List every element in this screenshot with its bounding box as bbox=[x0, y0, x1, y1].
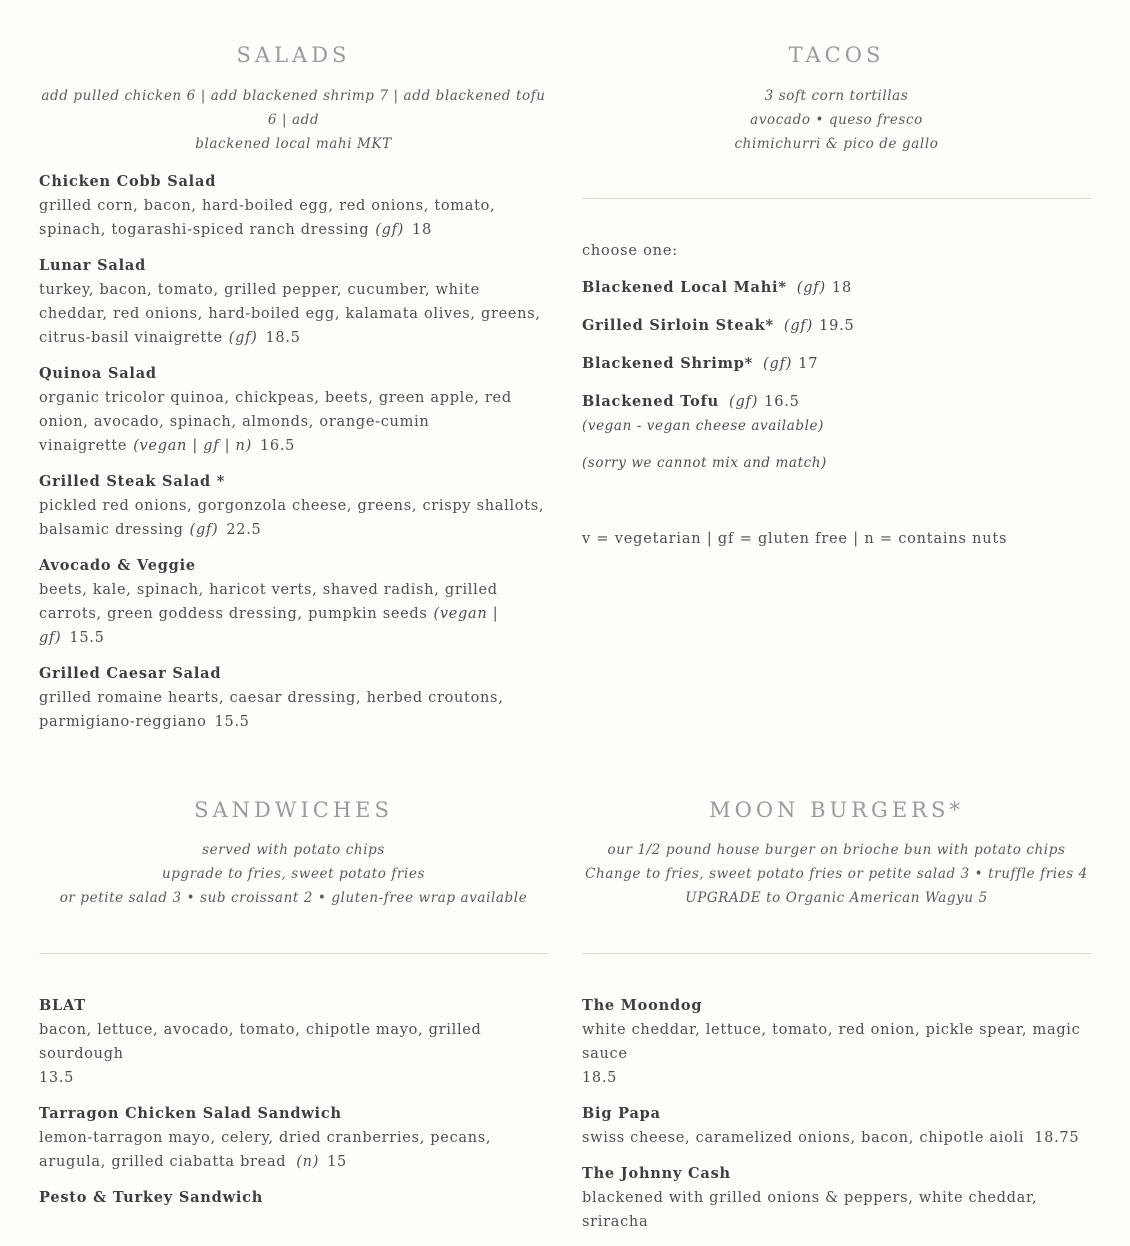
taco-option bbox=[582, 314, 1091, 338]
item-name: Blackened Shrimp* bbox=[582, 355, 754, 372]
item-name: Tarragon Chicken Salad Sandwich bbox=[39, 1105, 342, 1122]
menu-item bbox=[39, 1186, 548, 1210]
diet-tag: (gf) bbox=[763, 356, 793, 372]
tacos-subtitle-line: 3 soft corn tortillas bbox=[764, 88, 909, 104]
choose-one-label: choose one: bbox=[582, 243, 678, 259]
tacos-subtitle-line: avocado • queso fresco bbox=[750, 112, 923, 128]
item-price: 18.5 bbox=[582, 1070, 618, 1086]
sandwiches-subtitle-line: upgrade to fries, sweet potato fries bbox=[161, 866, 426, 882]
item-name: The Moondog bbox=[582, 997, 703, 1014]
diet-tag: (gf) bbox=[729, 394, 759, 410]
diet-tag: (n) bbox=[296, 1154, 320, 1170]
item-name: Grilled Sirloin Steak* bbox=[582, 317, 774, 334]
diet-tag: (vegan | gf) bbox=[39, 606, 499, 646]
diet-tag: (vegan | gf | n) bbox=[133, 438, 252, 454]
diet-tag: (gf) bbox=[375, 222, 405, 238]
burgers-title: MOON BURGERS* bbox=[709, 798, 964, 822]
burgers-subtitle-line: Change to fries, sweet potato fries or petite salad 3 • truffle fries 4 bbox=[585, 866, 1088, 882]
salads-subtitle-line: add pulled chicken 6 | add blackened shrimp 7 | add blackened tofu 6 | add bbox=[41, 88, 546, 128]
item-description bbox=[39, 494, 548, 542]
item-desc-text: pickled red onions, gorgonzola cheese, greens, crispy shallots, balsamic dressing bbox=[39, 498, 545, 538]
item-description bbox=[582, 1186, 1091, 1234]
item-name: Quinoa Salad bbox=[39, 365, 157, 382]
burgers-list bbox=[582, 994, 1091, 1246]
burgers-subtitle-line: our 1/2 pound house burger on brioche bun with potato chips bbox=[607, 842, 1066, 858]
menu-item bbox=[39, 554, 548, 650]
menu-item bbox=[39, 362, 548, 458]
item-name: Lunar Salad bbox=[39, 257, 147, 274]
menu-item bbox=[39, 662, 548, 734]
item-name: Grilled Steak Salad * bbox=[39, 473, 226, 490]
item-desc-text: swiss cheese, caramelized onions, bacon, chipotle aioli bbox=[582, 1130, 1025, 1146]
item-description bbox=[39, 278, 548, 350]
salads-title: SALADS bbox=[236, 43, 351, 67]
item-description bbox=[39, 194, 548, 242]
sandwiches-subtitle-line: or petite salad 3 • sub croissant 2 • gluten-free wrap available bbox=[59, 890, 528, 906]
sandwiches-divider bbox=[39, 953, 548, 954]
tacos-section bbox=[582, 40, 1091, 560]
item-description bbox=[39, 578, 548, 650]
sandwiches-title: SANDWICHES bbox=[194, 798, 393, 822]
sandwiches-list bbox=[39, 994, 548, 1222]
menu-item bbox=[39, 170, 548, 242]
item-price: 15 bbox=[327, 1154, 347, 1170]
diet-tag: (gf) bbox=[796, 280, 826, 296]
menu-item bbox=[39, 470, 548, 542]
item-price: 16.5 bbox=[259, 438, 296, 454]
menu-item bbox=[39, 994, 548, 1090]
taco-option bbox=[582, 276, 1091, 300]
tacos-subtitle bbox=[582, 84, 1091, 156]
sandwiches-subtitle-line: served with potato chips bbox=[202, 842, 385, 858]
burgers-subtitle-line: UPGRADE to Organic American Wagyu 5 bbox=[685, 890, 988, 906]
item-desc-text: blackened with grilled onions & peppers, white cheddar, sriracha bbox=[582, 1190, 1038, 1230]
item-name: Chicken Cobb Salad bbox=[39, 173, 217, 190]
diet-tag: (gf) bbox=[228, 330, 258, 346]
dietary-legend: v = vegetarian | gf = gluten free | n = contains nuts bbox=[582, 531, 1008, 547]
item-desc-text: organic tricolor quinoa, chickpeas, beets, green apple, red onion, avocado, spinach, almonds, orange-cumin vinaigrette bbox=[39, 390, 512, 454]
item-desc-text: turkey, bacon, tomato, grilled pepper, cucumber, white cheddar, red onions, hard-boiled egg, kalamata olives, greens, citrus-basil vinaigrette bbox=[39, 282, 541, 346]
burgers-section bbox=[582, 795, 1091, 1230]
menu-item bbox=[582, 994, 1091, 1090]
sandwiches-section bbox=[39, 795, 548, 1206]
item-name: Pesto & Turkey Sandwich bbox=[39, 1189, 264, 1206]
item-description bbox=[582, 1126, 1091, 1150]
item-desc-text: grilled corn, bacon, hard-boiled egg, red onions, tomato, spinach, togarashi-spiced ranch dressing bbox=[39, 198, 496, 238]
burgers-subtitle bbox=[582, 838, 1091, 910]
item-name: BLAT bbox=[39, 997, 86, 1014]
item-price: 18.5 bbox=[265, 330, 301, 346]
salads-list bbox=[39, 170, 548, 734]
item-price: 18 bbox=[831, 280, 852, 296]
item-name: Grilled Caesar Salad bbox=[39, 665, 222, 682]
tacos-subtitle-line: chimichurri & pico de gallo bbox=[734, 136, 939, 152]
item-name: Big Papa bbox=[582, 1105, 661, 1122]
item-description bbox=[582, 1018, 1091, 1090]
item-price: 19.5 bbox=[819, 318, 855, 334]
diet-tag: (gf) bbox=[189, 522, 219, 538]
item-desc-text: grilled romaine hearts, caesar dressing, herbed croutons, parmigiano-reggiano bbox=[39, 690, 504, 730]
item-description bbox=[39, 686, 548, 734]
menu-item bbox=[39, 254, 548, 350]
tofu-note: (vegan - vegan cheese available) bbox=[582, 418, 824, 434]
item-desc-text: lemon-tarragon mayo, celery, dried cranberries, pecans, arugula, grilled ciabatta bread bbox=[39, 1130, 492, 1170]
tacos-list bbox=[582, 239, 1091, 551]
salads-subtitle-line: blackened local mahi MKT bbox=[195, 136, 392, 152]
item-description bbox=[39, 386, 548, 458]
salads-section bbox=[39, 40, 548, 746]
item-desc-text: beets, kale, spinach, haricot verts, shaved radish, grilled carrots, green goddess dressing, pumpkin seeds bbox=[39, 582, 498, 622]
tacos-divider bbox=[582, 198, 1091, 199]
menu-item bbox=[582, 1162, 1091, 1234]
item-name: Blackened Tofu bbox=[582, 393, 719, 410]
tacos-title: TACOS bbox=[788, 43, 885, 67]
item-name: Avocado & Veggie bbox=[39, 557, 196, 574]
taco-option bbox=[582, 390, 1091, 414]
diet-tag: (gf) bbox=[783, 318, 814, 334]
sandwiches-subtitle bbox=[39, 838, 548, 910]
item-price: 16.5 bbox=[764, 394, 800, 410]
item-price: 18 bbox=[412, 222, 432, 238]
item-price: 22.5 bbox=[226, 522, 262, 538]
taco-option bbox=[582, 352, 1091, 376]
item-description bbox=[39, 1126, 548, 1174]
item-price: 15.5 bbox=[69, 630, 105, 646]
item-price: 17 bbox=[798, 356, 819, 372]
item-price: 18.75 bbox=[1034, 1130, 1080, 1146]
salads-subtitle bbox=[39, 84, 548, 156]
item-desc-text: bacon, lettuce, avocado, tomato, chipotle mayo, grilled sourdough bbox=[39, 1022, 482, 1062]
item-name: The Johnny Cash bbox=[582, 1165, 731, 1182]
menu-item bbox=[582, 1102, 1091, 1150]
burgers-divider bbox=[582, 953, 1091, 954]
mix-note: (sorry we cannot mix and match) bbox=[582, 455, 827, 471]
item-price: 13.5 bbox=[39, 1070, 75, 1086]
menu-item bbox=[39, 1102, 548, 1174]
item-desc-text: white cheddar, lettuce, tomato, red onion, pickle spear, magic sauce bbox=[582, 1022, 1081, 1062]
item-price: 15.5 bbox=[214, 714, 250, 730]
item-name: Blackened Local Mahi* bbox=[582, 279, 787, 296]
item-description bbox=[39, 1018, 548, 1090]
